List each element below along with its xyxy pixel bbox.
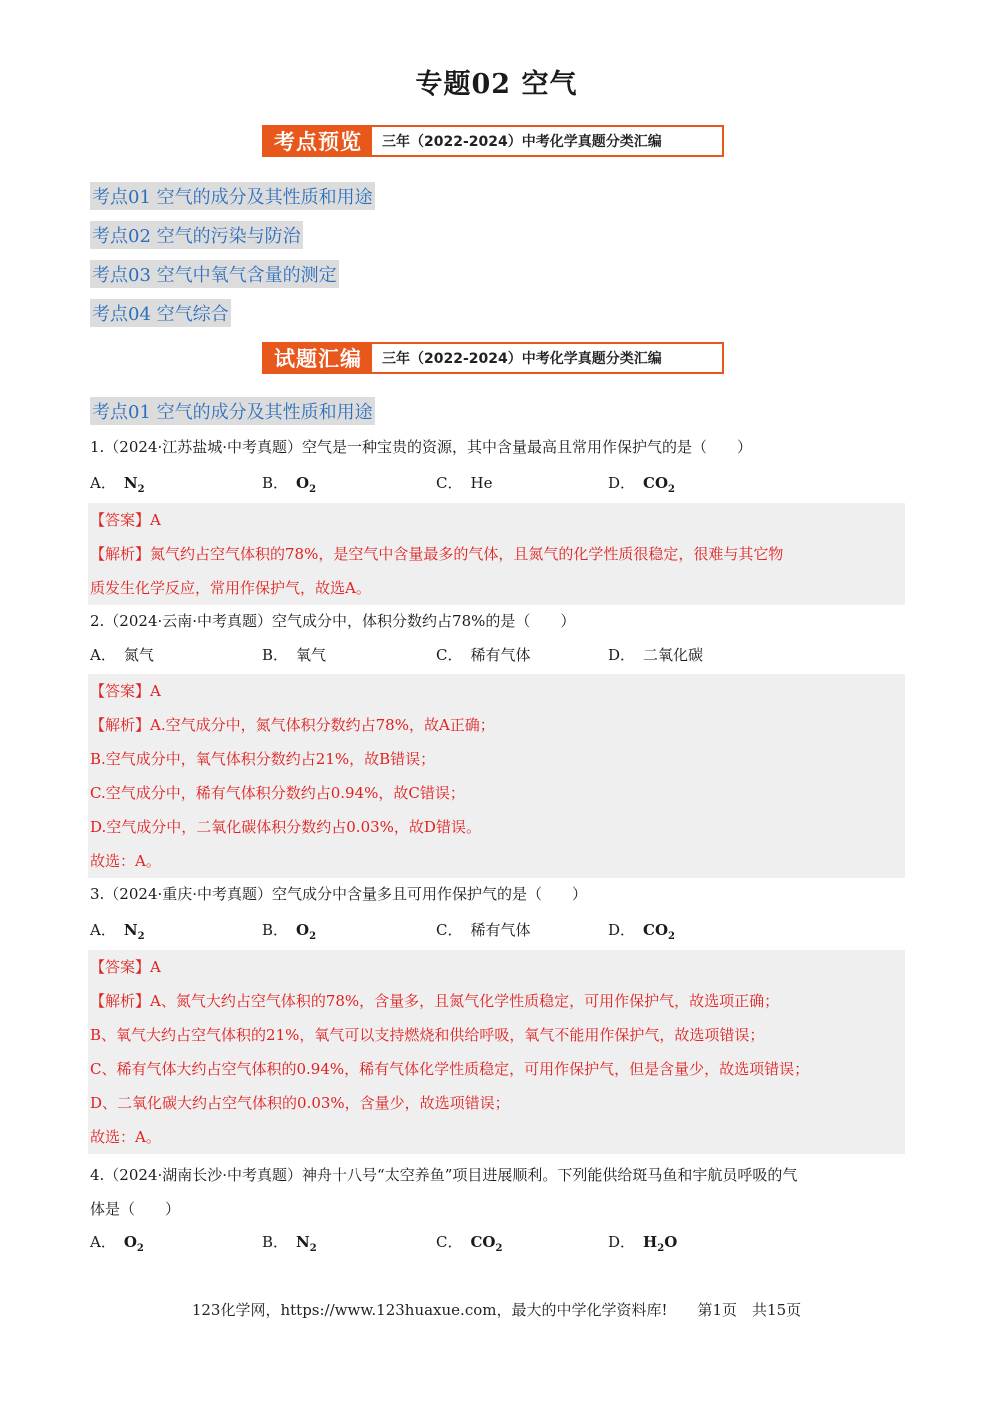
question-1-options bbox=[90, 472, 905, 496]
banner-subtitle: 三年（2022-2024）中考化学真题分类汇编 bbox=[382, 351, 662, 367]
analysis-line: 故选：A。 bbox=[90, 1128, 161, 1146]
analysis-line: D、二氧化碳大约占空气体积的0.03%，含量少，故选项错误； bbox=[90, 1094, 510, 1112]
option-b: B． $O_2$ bbox=[262, 474, 317, 495]
analysis-line: C.空气成分中，稀有气体积分数约占0.94%，故C错误； bbox=[90, 784, 465, 802]
analysis-line: B、氧气大约占空气体积的21%，氧气可以支持燃烧和供给呼吸，氧气不能用作保护气，故选项错误； bbox=[90, 1026, 765, 1044]
answer-line: 【答案】A bbox=[90, 958, 161, 976]
analysis-line: 【解析】A、氮气大约占空气体积的78%，含量多，且氮气化学性质稳定，可用作保护气，故选项正确； bbox=[90, 992, 780, 1010]
question-4-options bbox=[90, 1231, 905, 1255]
page-footer: 123化学网，https://www.123huaxue.com，最大的中学化学资料库! 第1页 共15页 bbox=[191, 1301, 802, 1319]
option-c: C． 稀有气体 bbox=[436, 921, 531, 939]
option-d: D． $H_2O$ bbox=[608, 1233, 678, 1254]
preview-banner bbox=[262, 125, 724, 157]
question-2-stem: 2.（2024·云南·中考真题）空气成分中，体积分数约占78%的是（ ） bbox=[90, 612, 576, 630]
option-c: C． He bbox=[436, 474, 493, 492]
option-a: A． $N_2$ bbox=[90, 474, 145, 495]
option-b: B． $O_2$ bbox=[262, 921, 317, 942]
stem-line: 体是（ ） bbox=[90, 1200, 181, 1218]
analysis-line: D.空气成分中，二氧化碳体积分数约占0.03%，故D错误。 bbox=[90, 818, 481, 836]
analysis-line: C、稀有气体大约占空气体积的0.94%，稀有气体化学性质稳定，可用作保护气，但是含量少，故选项错误； bbox=[90, 1060, 810, 1078]
option-c: C． $CO_2$ bbox=[436, 1233, 503, 1254]
banner-tag: 考点预览 bbox=[264, 127, 372, 155]
option-a: A． $O_2$ bbox=[90, 1233, 144, 1254]
questions-banner bbox=[262, 342, 724, 374]
answer-line: 【答案】A bbox=[90, 511, 161, 529]
question-3-options bbox=[90, 919, 905, 943]
question-3-answer-block bbox=[88, 950, 905, 1154]
question-1-stem: 1.（2024·江苏盐城·中考真题）空气是一种宝贵的资源，其中含量最高且常用作保护气的是（ ） bbox=[90, 438, 753, 456]
toc-link-2[interactable]: 考点02 空气的污染与防治 bbox=[90, 221, 303, 249]
question-3-stem: 3.（2024·重庆·中考真题）空气成分中含量多且可用作保护气的是（ ） bbox=[90, 885, 588, 903]
analysis-line: 【解析】氮气约占空气体积的78%，是空气中含量最多的气体，且氮气的化学性质很稳定，很难与其它物 bbox=[90, 545, 784, 563]
banner-tag: 试题汇编 bbox=[264, 344, 372, 372]
toc-link-1[interactable]: 考点01 空气的成分及其性质和用途 bbox=[90, 182, 375, 210]
option-b: B． 氧气 bbox=[262, 646, 327, 664]
option-c: C． 稀有气体 bbox=[436, 646, 531, 664]
banner-subtitle: 三年（2022-2024）中考化学真题分类汇编 bbox=[382, 134, 662, 150]
question-1-answer-block bbox=[88, 503, 905, 605]
analysis-line: 故选：A。 bbox=[90, 852, 161, 870]
question-4-stem bbox=[90, 1158, 905, 1226]
stem-line: 4.（2024·湖南长沙·中考真题）神舟十八号“太空养鱼”项目进展顺利。下列能供给斑马鱼和宇航员呼吸的气 bbox=[90, 1166, 798, 1184]
analysis-line: 【解析】A.空气成分中，氮气体积分数约占78%，故A正确； bbox=[90, 716, 495, 734]
question-2-options bbox=[90, 644, 905, 668]
answer-line: 【答案】A bbox=[90, 682, 161, 700]
option-d: D． $CO_2$ bbox=[608, 921, 676, 942]
question-2-answer-block bbox=[88, 674, 905, 878]
option-a: A． 氮气 bbox=[90, 646, 154, 664]
option-d: D． $CO_2$ bbox=[608, 474, 676, 495]
analysis-line: B.空气成分中，氧气体积分数约占21%，故B错误； bbox=[90, 750, 436, 768]
page-title: 专题02 空气 bbox=[415, 69, 578, 100]
option-a: A． $N_2$ bbox=[90, 921, 145, 942]
analysis-line: 质发生化学反应，常用作保护气，故选A。 bbox=[90, 579, 371, 597]
option-b: B． $N_2$ bbox=[262, 1233, 317, 1254]
toc-link-4[interactable]: 考点04 空气综合 bbox=[90, 299, 231, 327]
section-heading: 考点01 空气的成分及其性质和用途 bbox=[90, 397, 375, 425]
option-d: D． 二氧化碳 bbox=[608, 646, 704, 664]
toc-link-3[interactable]: 考点03 空气中氧气含量的测定 bbox=[90, 260, 339, 288]
